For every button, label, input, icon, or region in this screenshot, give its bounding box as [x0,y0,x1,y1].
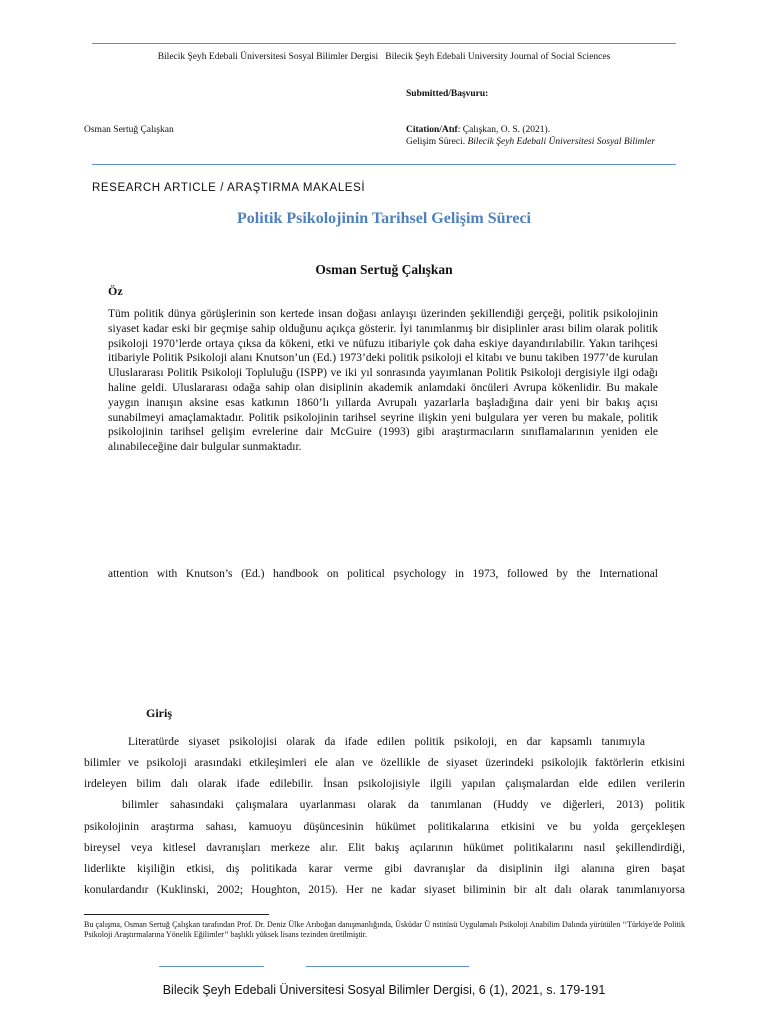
citation-label: Citation/Atıf [406,125,458,135]
footnote-text: Bu çalışma, Osman Sertuğ Çalışkan tarafından Prof. Dr. Deniz Ülke Arıboğan danışmanlığında, Üsküdar Ü nstitüsü Uygulamalı Psikoloji Anabilim Dalında yürütülen ‘‘Türkiye'de Politik Psikoloji Araştırmalarına Yönelik Eğilimler’’ başlıklı yüksek lisans tezinden üretilmiştir. [84,920,685,939]
header-top-rule [92,43,676,44]
page-footer: Bilecik Şeyh Edebali Üniversitesi Sosyal Bilimler Dergisi, 6 (1), 2021, s. 179-191 [162,983,606,997]
citation-line2-italic: Bilecik Şeyh Edebali Üniversitesi Sosyal Bilimler [467,137,656,147]
abstract-body [108,307,658,455]
footnote [84,920,685,940]
header-bottom-rule [92,164,676,165]
article-title: Politik Psikolojinin Tarihsel Gelişim Süreci [237,210,531,227]
english-abstract-fragment: attention with Knutson’s (Ed.) handbook on political psychology in 1973, followed by the International [108,568,658,580]
intro-line: bilimler sahasındaki çalışmalara uyarlanması olarak da tanımlanan (Huddy ve diğerleri, 2013) politik [122,799,685,811]
citation-line-1 [406,125,550,135]
intro-line: psikolojinin araştırma sahası, kamuoyu düşüncesinin hükümet politikalarına etkisini ve bu yolda gerçekleşen [84,821,685,833]
citation-text: : Çalışkan, O. S. (2021). [457,125,551,135]
article-author: Osman Sertuğ Çalışkan [315,262,453,277]
footer-link-rule-left [159,966,264,967]
intro-line: Literatürde siyaset psikolojisi olarak da ifade edilen politik psikoloji, en dar kapsamlı tanımıyla [128,736,645,748]
abstract-heading: Öz [108,284,123,298]
header-author-name: Osman Sertuğ Çalışkan [84,125,174,135]
intro-line: liderlikte kişiliğin etkisi, dış politikada karar verme gibi davranışlar da disiplinin ilgi alanına giren başat [84,863,685,875]
journal-name-en: Bilecik Şeyh Edebali University Journal of Social Sciences [385,52,611,62]
intro-heading: Giriş [146,706,172,720]
journal-name-tr: Bilecik Şeyh Edebali Üniversitesi Sosyal Bilimler Dergisi [157,52,379,62]
intro-line: bireysel veya kitlesel davranışları merkeze alır. Elit bakış açılarının hükümet politikalarını nasıl şekillendirdiği, [84,842,685,854]
footnote-separator [84,914,269,915]
abstract-text: Tüm politik dünya görüşlerinin son kertede insan doğası anlayışı üzerinden şekillendiği gerçeği, politik psikolojinin siyaset kadar eski bir geçmişe sahip olduğunu açıkça gösterir. İyi tanımlanmış bir disiplinler arası bilim olarak politik psikoloji 1970’lerde ortaya çıksa da kökeni, etki ve nüfuzu itibariyle çok daha eskiye dayandırılabilir. Yakın tarihçesi itibariyle Politik Psikoloji alanı Knutson’un (Ed.) 1973’deki politik psikoloji el kitabı ve bunu takiben 1977’de kurulan Uluslararası Politik Psikoloji Topluluğu (ISPP) ve iki yıl sonrasında yayımlanan Politik Psikoloji dergisiyle ilgi odağı haline geldi. Uluslararası odağa sahip olan disiplinin akademik anlamdaki öncüleri Avrupa kökenlidir. Bu makale yaygın inanışın aksine esas katkının 1860’lı yıllarda Avrupalı yazarlarla başladığına dair yeni bir bakış açısı sunabilmeyi amaçlamaktadır. Politik psikolojinin tarihsel seyrine ilişkin yeni bulgulara yer veren bu makale, politik psikolojinin tarihsel gelişim evrelerine dair McGuire (1993) gibi araştırmacıların sınıflamalarının yeniden ele alınabileceğine dair bulgular sunmaktadır. [108,308,658,454]
intro-line: bilimler ve psikoloji arasındaki etkileşimleri ele alan ve özellikle de siyaset üzerindeki psikolojik faktörlerin etkisini [84,757,685,769]
intro-line: konulardandır (Kuklinski, 2002; Houghton, 2015). Her ne kadar siyaset biliminin bir alt dalı olarak tanımlanıyorsa [84,884,685,896]
submitted-label: Submitted/Başvuru: [406,89,489,99]
article-type: RESEARCH ARTICLE / ARAŞTIRMA MAKALESİ [92,182,366,194]
intro-line: irdeleyen bilim dalı olarak ifade edilebilir. İnsan psikolojisiyle ilgili yapılan çalışmalardan elde edilen verilerin [84,778,685,790]
journal-header [0,52,768,62]
citation-line2-plain: Gelişim Süreci. [406,137,468,147]
citation-line-2 [406,137,655,147]
footer-link-rule-right [306,966,469,967]
